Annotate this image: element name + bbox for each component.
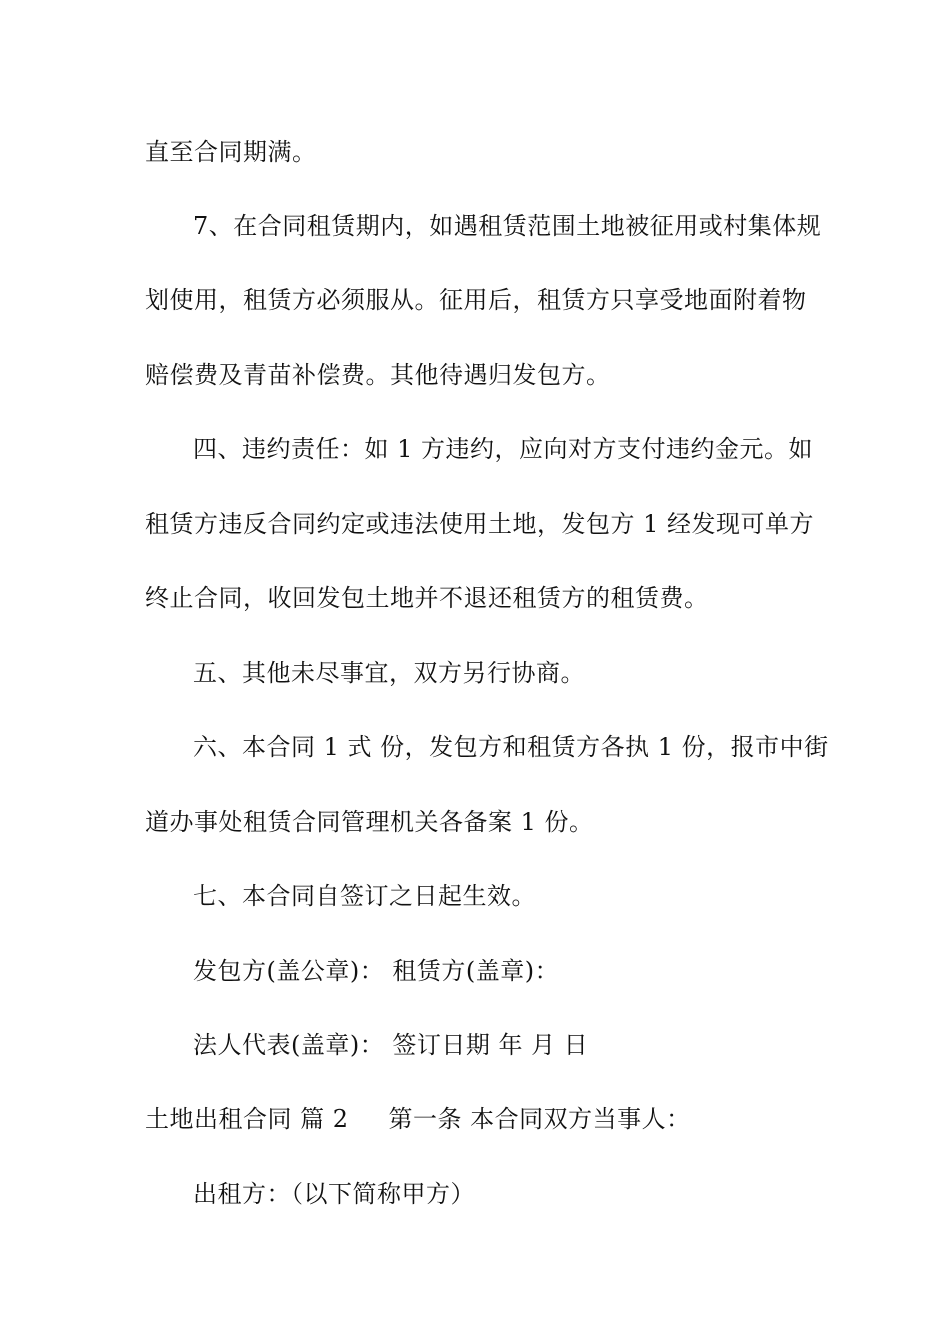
lessor-line: 出租方：（以下简称甲方）	[193, 1180, 475, 1208]
text-line: 终止合同，收回发包土地并不退还租赁方的租赁费。	[145, 584, 709, 612]
text-line: 四、违约责任：如 1 方违约，应向对方支付违约金元。如	[193, 435, 814, 463]
first-clause: 第一条 本合同双方当事人：	[388, 1105, 691, 1133]
text-line: 7、在合同租赁期内，如遇租赁范围土地被征用或村集体规	[193, 212, 822, 240]
text-line: 赔偿费及青苗补偿费。其他待遇归发包方。	[145, 361, 611, 389]
text-line: 划使用，租赁方必须服从。征用后，租赁方只享受地面附着物	[145, 286, 807, 314]
text-line: 六、本合同 1 式 份，发包方和租赁方各执 1 份，报市中街	[193, 733, 829, 761]
text-line: 直至合同期满。	[145, 138, 317, 166]
text-line: 七、本合同自签订之日起生效。	[193, 882, 536, 910]
text-line: 五、其他未尽事宜，双方另行协商。	[193, 659, 585, 687]
signature-line-parties: 发包方(盖公章)： 租赁方(盖章)：	[193, 957, 560, 985]
text-line: 道办事处租赁合同管理机关各备案 1 份。	[145, 808, 594, 836]
section-title: 土地出租合同 篇 2	[145, 1105, 349, 1133]
text-line: 租赁方违反合同约定或违法使用土地，发包方 1 经发现可单方	[145, 510, 815, 538]
signature-line-date: 法人代表(盖章)： 签订日期 年 月 日	[193, 1031, 589, 1059]
section-heading-row	[145, 1104, 825, 1134]
